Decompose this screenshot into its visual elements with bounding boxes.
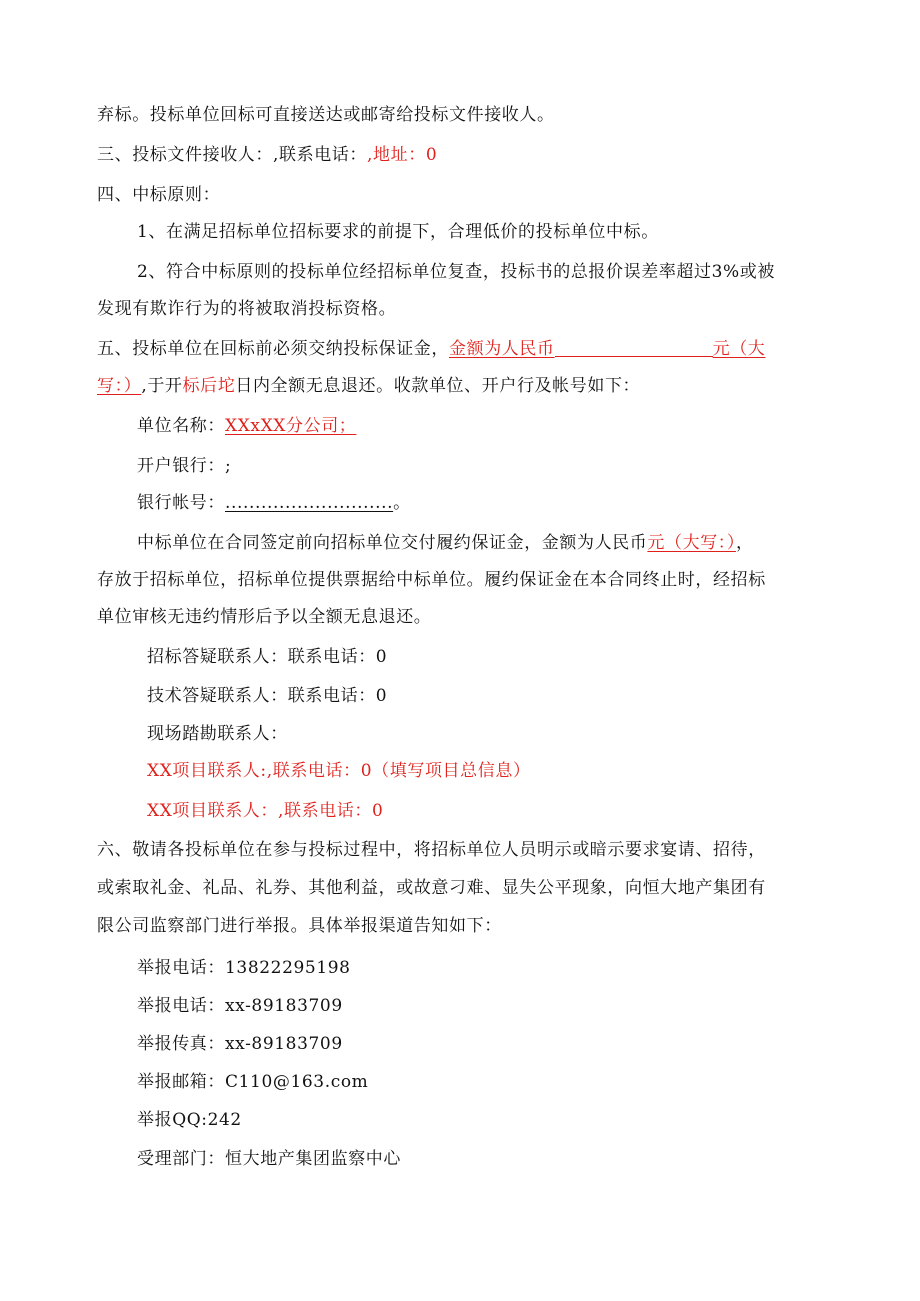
receiver-label: 三、投标文件接收人：,联系电话： xyxy=(97,145,368,165)
principle-item-2: 2、符合中标原则的投标单位经招标单位复查，投标书的总报价误差率超过3%或被 xyxy=(137,262,775,282)
report-qq: 举报QQ:242 xyxy=(137,1110,242,1130)
bank-line: 开户银行：; xyxy=(137,456,232,476)
payee-name-label: 单位名称： xyxy=(137,416,225,436)
account-label: 银行帐号： xyxy=(137,493,225,513)
performance-bond-intro: 中标单位在合同签定前向招标单位交付履约保证金，金额为人民币 xyxy=(137,533,648,553)
principle-item-1: 1、在满足招标单位招标要求的前提下，合理低价的投标单位中标。 xyxy=(137,222,659,242)
deposit-capital-label: 写：） xyxy=(97,376,142,396)
receiver-address: ,地址：0 xyxy=(367,145,438,165)
deposit-refund-suffix: 日内全额无息退还。收款单位、开户行及帐号如下： xyxy=(235,376,641,396)
deposit-intro: 五、投标单位在回标前必须交纳投标保证金， xyxy=(97,339,449,359)
section-six-line-1: 六、敬请各投标单位在参与投标过程中，将招标单位人员明示或暗示要求宴请、招待， xyxy=(97,840,766,860)
performance-bond-comma: ， xyxy=(736,533,754,553)
deposit-refund-days: 标后坨 xyxy=(182,376,236,396)
deposit-refund-prefix: ,于开 xyxy=(141,376,183,396)
section-four-heading: 四、中标原则： xyxy=(97,185,221,205)
performance-bond-line xyxy=(137,531,754,555)
text-line-receiver xyxy=(97,143,437,167)
report-fax: 举报传真：xx-89183709 xyxy=(137,1034,343,1054)
section-six-line-3: 限公司监察部门进行举报。具体举报渠道告知如下： xyxy=(97,916,502,936)
text-line-1: 弃标。投标单位回标可直接送达或邮寄给投标文件接收人。 xyxy=(97,105,555,125)
payee-name-line xyxy=(137,414,356,438)
site-visit-contact: 现场踏勘联系人： xyxy=(147,724,288,744)
report-phone-1: 举报电话：13822295198 xyxy=(137,958,351,978)
deposit-amount-unit: 元（大 xyxy=(712,339,766,359)
project-contact-1: XX项目联系人:,联系电话：0（填写项目总信息） xyxy=(147,761,531,781)
account-value: ............................ xyxy=(225,493,394,513)
performance-bond-amount: 元（大写：） xyxy=(647,533,737,553)
deposit-amount-label: 金额为人民币 xyxy=(449,339,555,359)
account-end: 。 xyxy=(393,493,411,513)
report-email: 举报邮箱：C110@163.com xyxy=(137,1072,369,1092)
performance-bond-cont-1: 存放于招标单位，招标单位提供票据给中标单位。履约保证金在本合同终止时，经招标 xyxy=(97,570,766,590)
payee-name-value: XXxXX分公司； xyxy=(225,416,357,436)
deposit-line-cont xyxy=(97,374,640,398)
tender-qa-contact: 招标答疑联系人：联系电话：0 xyxy=(147,647,388,667)
account-line xyxy=(137,491,411,515)
project-contact-2: XX项目联系人：,联系电话：0 xyxy=(147,801,384,821)
deposit-line xyxy=(97,337,765,361)
deposit-amount-blank xyxy=(555,338,713,357)
performance-bond-cont-2: 单位审核无违约情形后予以全额无息退还。 xyxy=(97,607,432,627)
handling-department: 受理部门：恒大地产集团监察中心 xyxy=(137,1149,401,1169)
section-six-line-2: 或索取礼金、礼品、礼券、其他利益，或故意刁难、显失公平现象，向恒大地产集团有 xyxy=(97,878,766,898)
technical-qa-contact: 技术答疑联系人：联系电话：0 xyxy=(147,686,388,706)
principle-item-2-cont: 发现有欺诈行为的将被取消投标资格。 xyxy=(97,299,397,319)
report-phone-2: 举报电话：xx-89183709 xyxy=(137,996,343,1016)
